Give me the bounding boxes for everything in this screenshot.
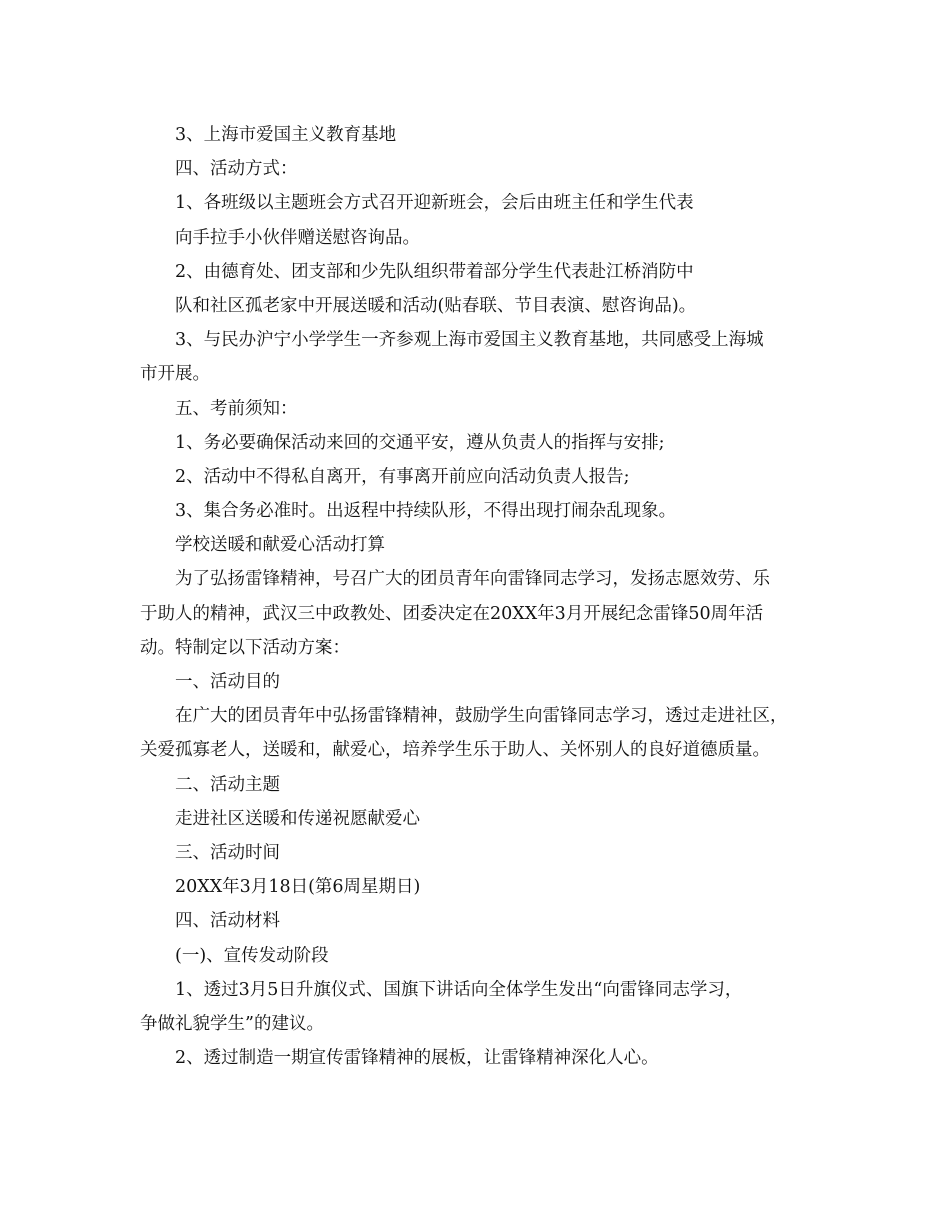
document-line: 队和社区孤老家中开展送暖和活动(贴春联、节目表演、慰咨询品)。	[175, 295, 697, 316]
document-line: 1、透过3月5日升旗仪式、国旗下讲话向全体学生发出“向雷锋同志学习，	[175, 979, 743, 1000]
document-line: 2、透过制造一期宣传雷锋精神的展板，让雷锋精神深化人心。	[175, 1048, 659, 1069]
document-line: 学校送暖和献爱心活动打算	[175, 535, 385, 556]
document-line: 为了弘扬雷锋精神，号召广大的团员青年向雷锋同志学习，发扬志愿效劳、乐	[175, 569, 770, 590]
document-line: 1、各班级以主题班会方式召开迎新班会，会后由班主任和学生代表	[175, 193, 694, 214]
document-line: 动。特制定以下活动方案：	[140, 637, 350, 658]
document-line: (一)、宣传发动阶段	[175, 945, 329, 966]
document-line: 四、活动材料	[175, 911, 280, 932]
document-line: 五、考前须知：	[175, 398, 298, 419]
document-line: 3、与民办沪宁小学学生一齐参观上海市爱国主义教育基地，共同感受上海城	[175, 330, 764, 351]
document-line: 3、上海市爱国主义教育基地	[175, 125, 397, 145]
document-line: 于助人的精神，武汉三中政教处、团委决定在20XX年3月开展纪念雷锋50周年活	[140, 603, 764, 624]
document-line: 二、活动主题	[175, 774, 280, 795]
document-line: 20XX年3月18日(第6周星期日)	[175, 877, 421, 898]
document-line: 三、活动时间	[175, 842, 280, 863]
document-line: 关爱孤寡老人，送暖和，献爱心，培养学生乐于助人、关怀别人的良好道德质量。	[140, 740, 770, 761]
document-line: 向手拉手小伙伴赠送慰咨询品。	[175, 227, 420, 248]
document-line: 3、集合务必准时。出返程中持续队形，不得出现打闹杂乱现象。	[175, 501, 677, 522]
document-line: 2、由德育处、团支部和少先队组织带着部分学生代表赴江桥消防中	[175, 261, 694, 282]
document-line: 走进社区送暖和传递祝愿献爱心	[175, 808, 420, 829]
document-line: 争做礼貌学生”的建议。	[140, 1013, 324, 1034]
document-line: 市开展。	[140, 364, 210, 385]
document-line: 一、活动目的	[175, 672, 280, 692]
document-line: 在广大的团员青年中弘扬雷锋精神，鼓励学生向雷锋同志学习，透过走进社区，	[175, 706, 788, 727]
document-line: 1、务必要确保活动来回的交通平安，遵从负责人的指挥与安排;	[175, 432, 665, 453]
document-body	[140, 118, 812, 1075]
document-line: 2、活动中不得私自离开，有事离开前应向活动负责人报告;	[175, 466, 630, 487]
document-line: 四、活动方式：	[175, 159, 298, 180]
